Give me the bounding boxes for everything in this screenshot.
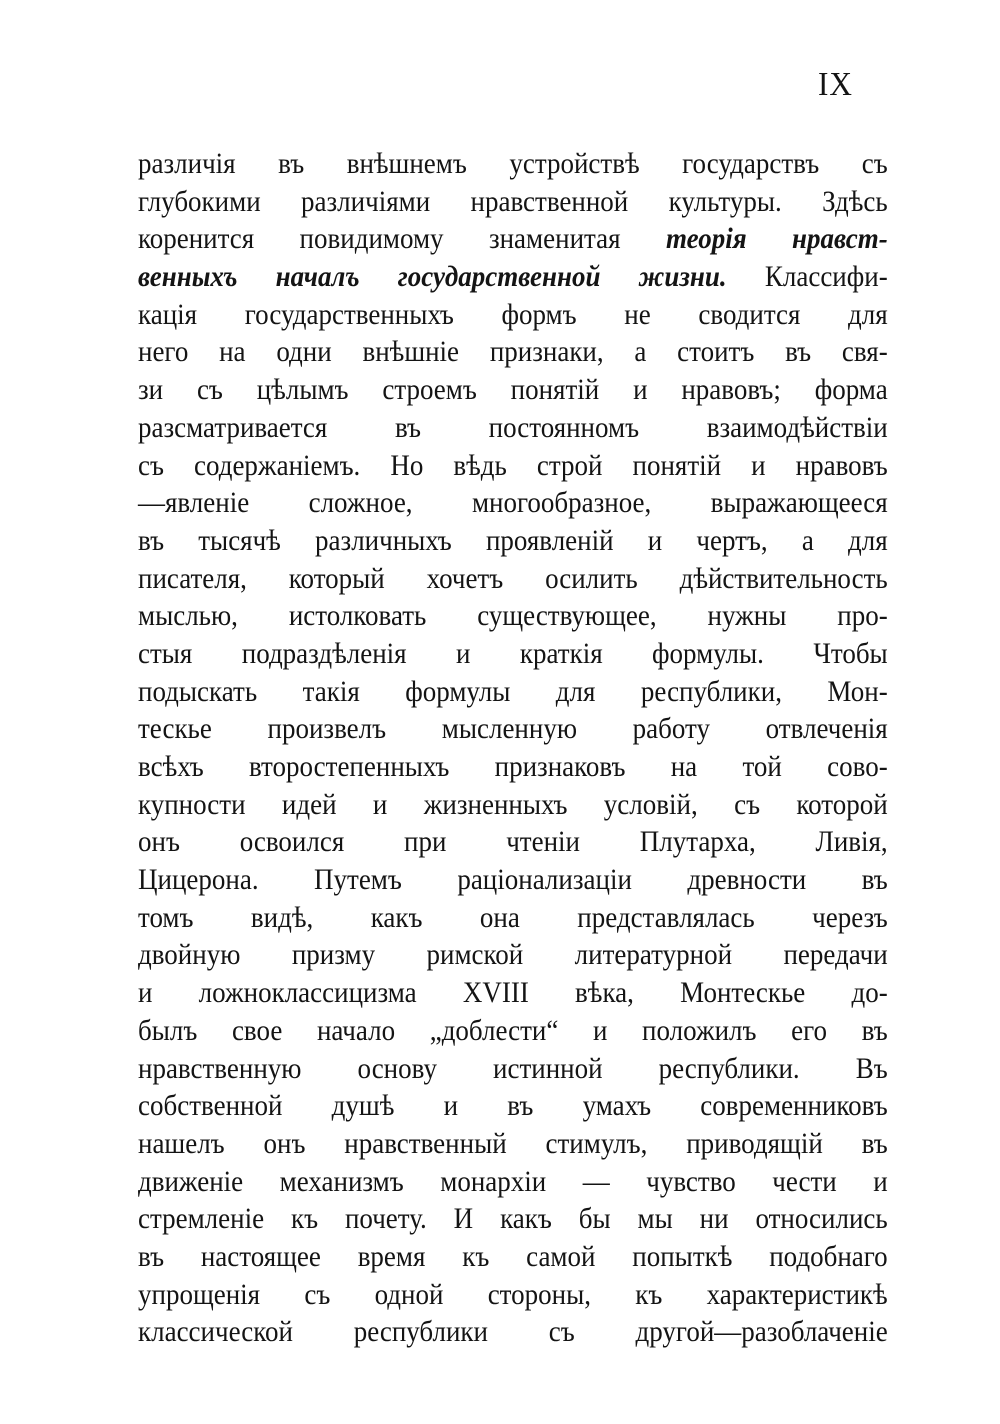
text-segment: стыя подраздѣленія и краткія формулы. Чтобы — [138, 636, 888, 670]
text-segment: былъ свое начало „доблести“ и положилъ его въ — [138, 1013, 888, 1047]
text-segment: нашелъ онъ нравственный стимулъ, приводящій въ — [138, 1126, 888, 1160]
text-line — [138, 1050, 888, 1088]
text-line — [138, 258, 888, 296]
text-segment: писателя, который хочетъ осилить дѣйствительность — [138, 561, 888, 595]
text-segment: двойную призму римской литературной передачи — [138, 938, 888, 972]
body-text — [138, 145, 888, 1351]
text-line — [138, 861, 888, 899]
text-segment: —явленіе сложное, многообразное, выражающееся — [138, 486, 888, 520]
page-number: IX — [818, 66, 853, 103]
text-line — [138, 220, 888, 258]
text-line — [138, 1012, 888, 1050]
text-segment: мыслью, истолковать существующее, нужны про- — [138, 599, 888, 633]
text-line — [138, 786, 888, 824]
text-line — [138, 371, 888, 409]
text-segment: разсматривается въ постоянномъ взаимодѣйствіи — [138, 410, 888, 444]
emphasized-text: теорія нравст- — [665, 222, 888, 256]
text-segment: упрощенія съ одной стороны, къ характеристикѣ — [138, 1277, 888, 1311]
text-line — [138, 522, 888, 560]
text-line — [138, 710, 888, 748]
text-line — [138, 1087, 888, 1125]
text-line — [138, 899, 888, 937]
text-line — [138, 183, 888, 221]
text-line — [138, 560, 888, 598]
text-segment: движеніе механизмъ монархіи — чувство чести и — [138, 1164, 888, 1198]
text-line — [138, 1125, 888, 1163]
text-segment: въ настоящее время къ самой попыткѣ подобнаго — [138, 1239, 888, 1273]
text-segment: различія въ внѣшнемъ устройствѣ государствъ съ — [138, 147, 888, 180]
text-line — [138, 1200, 888, 1238]
text-segment: кація государственныхъ формъ не сводится для — [138, 297, 888, 331]
text-segment: Классифи- — [726, 260, 888, 294]
text-line — [138, 1163, 888, 1201]
text-segment: собственной душѣ и въ умахъ современниковъ — [138, 1089, 888, 1123]
text-line — [138, 823, 888, 861]
text-line — [138, 673, 888, 711]
text-segment: нравственную основу истинной республики. Въ — [138, 1051, 888, 1085]
text-segment: онъ освоился при чтеніи Плутарха, Ливія, — [138, 825, 888, 859]
text-line — [138, 409, 888, 447]
text-segment: него на одни внѣшніе признаки, а стоитъ въ свя- — [138, 335, 888, 369]
text-line — [138, 936, 888, 974]
text-line — [138, 748, 888, 786]
text-segment: Цицерона. Путемъ раціонализаціи древности въ — [138, 863, 888, 897]
text-segment: классической республики съ другой—разоблаченіе — [138, 1315, 888, 1349]
text-line — [138, 333, 888, 371]
text-segment: въ тысячѣ различныхъ проявленій и чертъ, а для — [138, 523, 888, 557]
text-segment: зи съ цѣлымъ строемъ понятій и нравовъ; форма — [138, 373, 888, 407]
text-line — [138, 635, 888, 673]
text-segment: купности идей и жизненныхъ условій, съ которой — [138, 787, 888, 821]
text-segment: всѣхъ второстепенныхъ признаковъ на той сово- — [138, 750, 888, 783]
text-line — [138, 1276, 888, 1314]
text-segment: стремленіе къ почету. И какъ бы мы ни относились — [138, 1202, 888, 1236]
text-line — [138, 296, 888, 334]
text-segment: подыскать такія формулы для республики, Мон- — [138, 674, 888, 708]
text-segment: и ложноклассицизма XVIII вѣка, Монтескье до- — [138, 976, 888, 1010]
text-line — [138, 484, 888, 522]
text-line — [138, 1313, 888, 1351]
emphasized-text: венныхъ началъ государственной жизни. — [138, 260, 727, 294]
text-segment: тескье произвелъ мысленную работу отвлеченія — [138, 712, 888, 746]
text-segment: коренится повидимому знаменитая — [138, 222, 666, 256]
text-line — [138, 145, 888, 183]
text-line — [138, 447, 888, 485]
text-segment: глубокими различіями нравственной культуры. Здѣсь — [138, 184, 888, 218]
text-line — [138, 974, 888, 1012]
text-line — [138, 1238, 888, 1276]
text-segment: съ содержаніемъ. Но вѣдь строй понятій и нравовъ — [138, 448, 888, 482]
text-line — [138, 597, 888, 635]
text-segment: томъ видѣ, какъ она представлялась черезъ — [138, 900, 888, 934]
